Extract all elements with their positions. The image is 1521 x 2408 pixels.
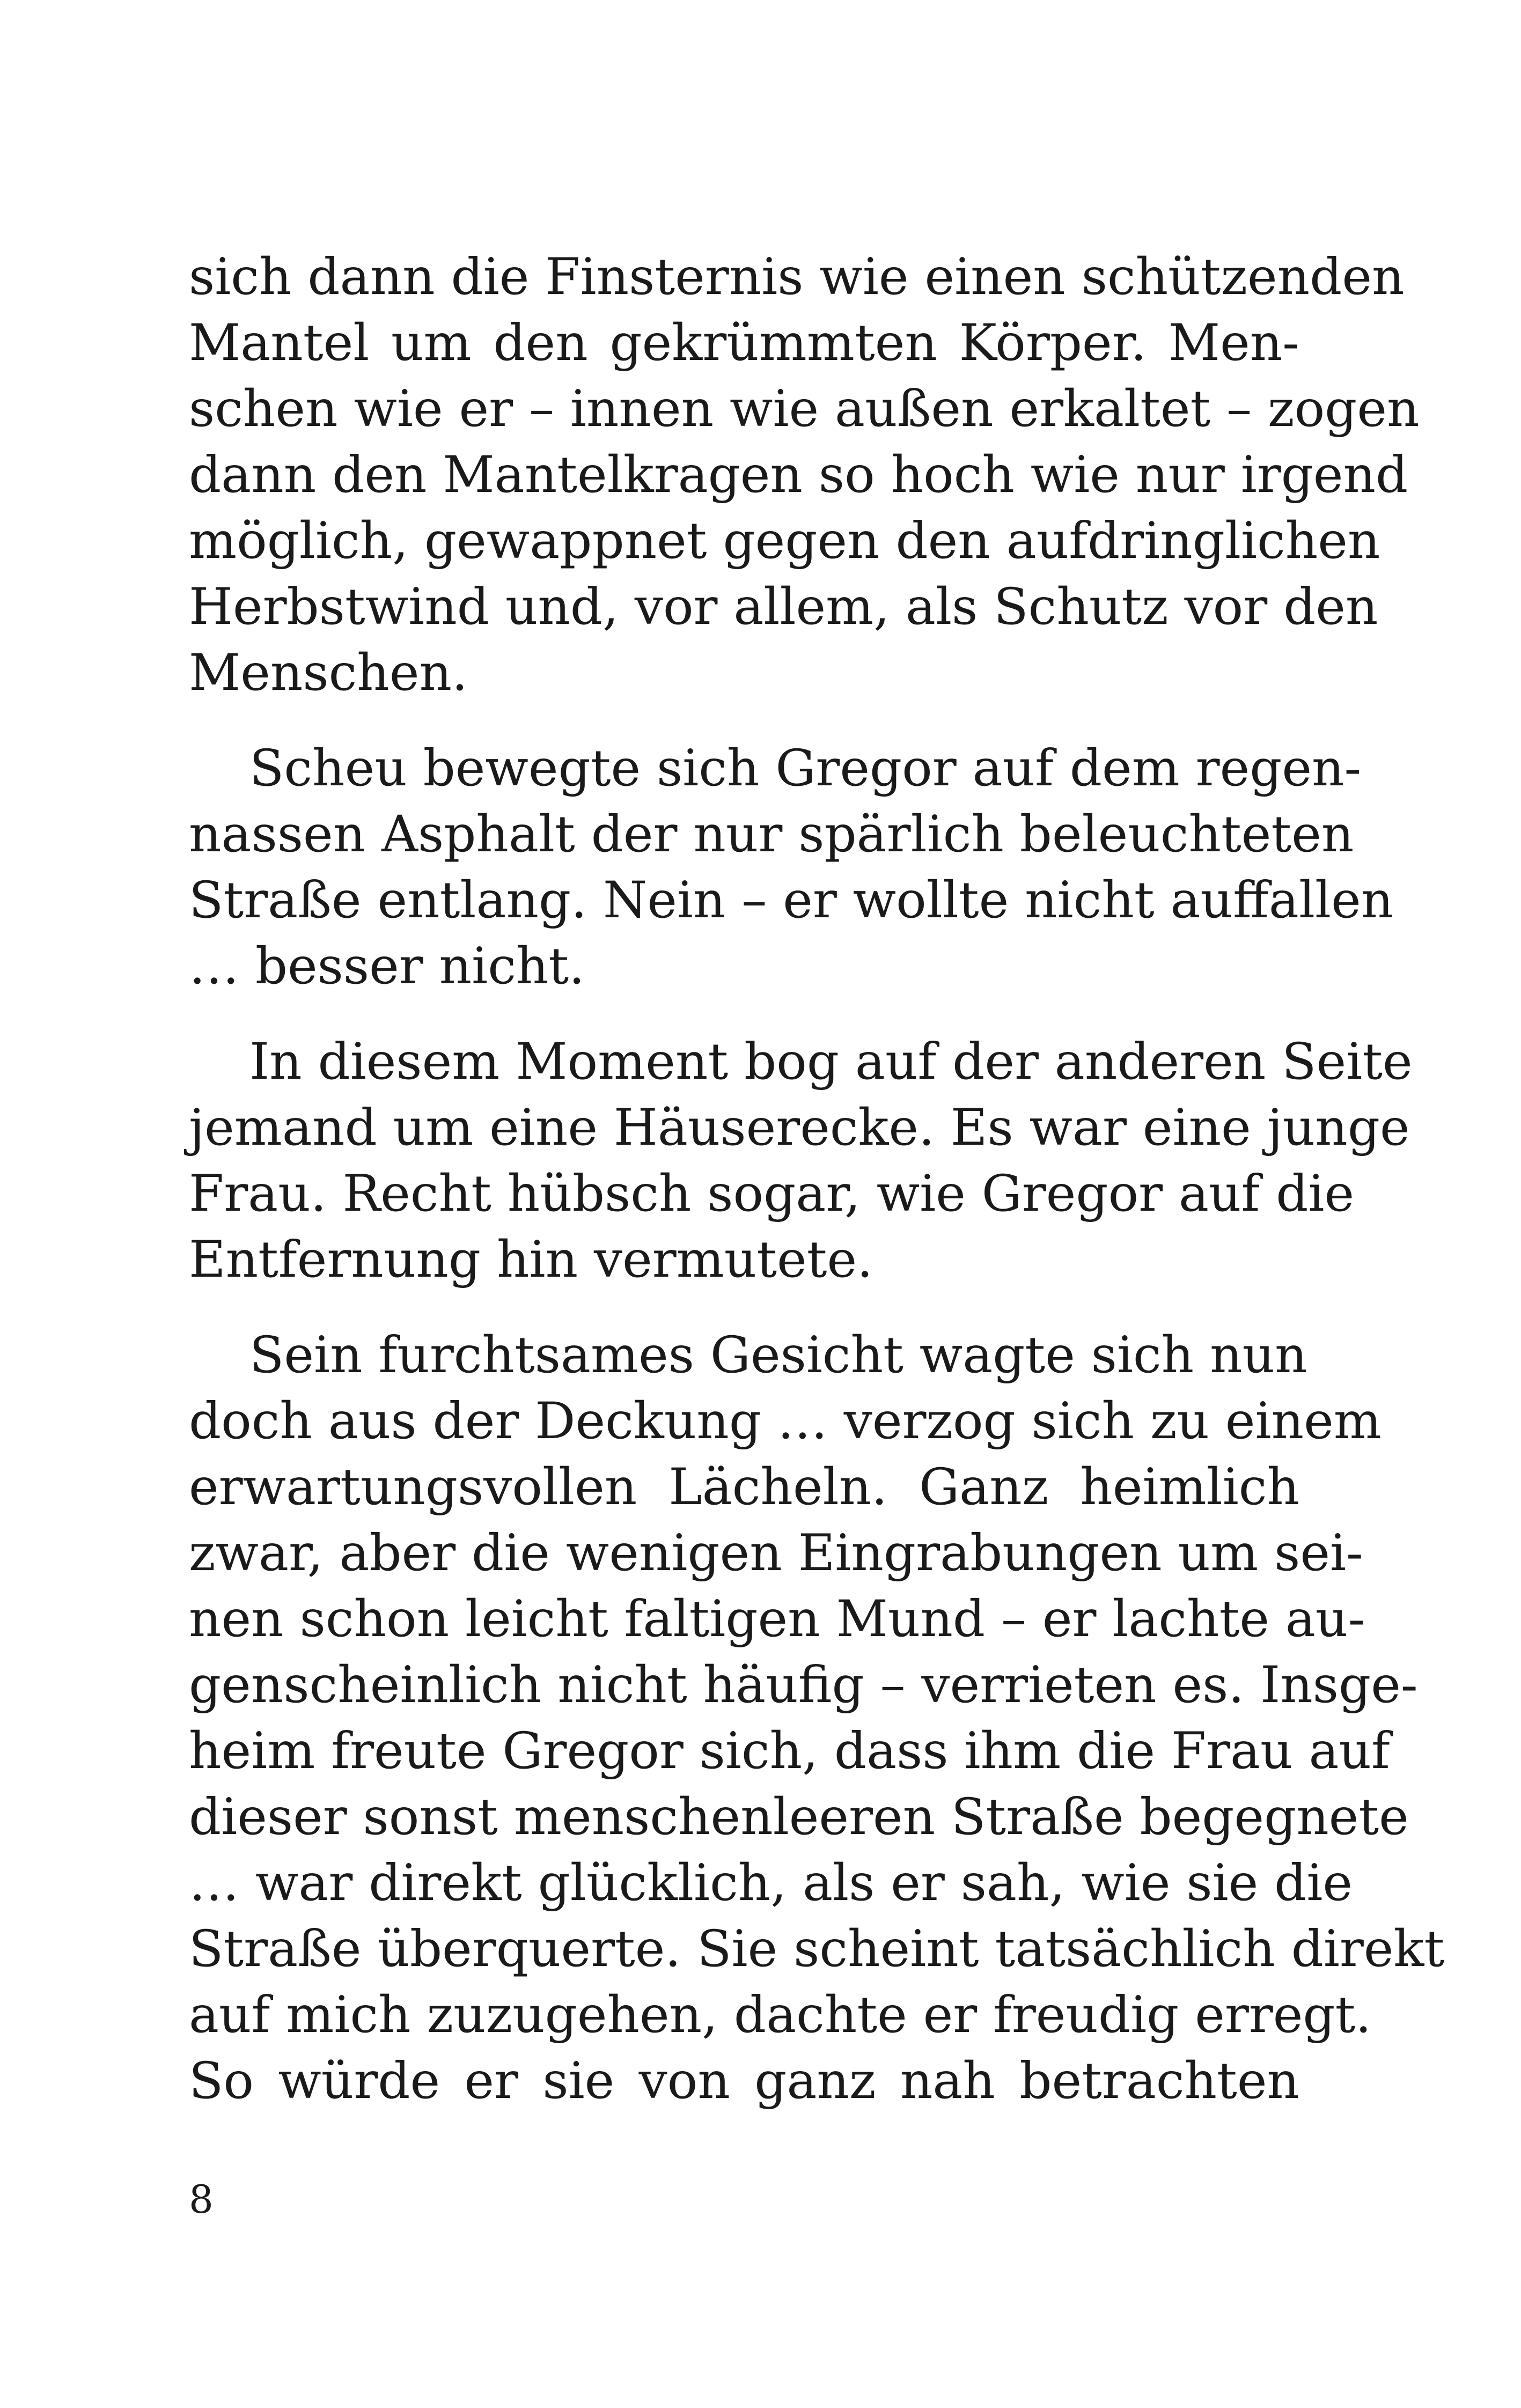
text-line: nen schon leicht faltigen Mund – er lachte au- xyxy=(189,1590,1365,1648)
text-line: In diesem Moment bog auf der anderen Seite xyxy=(249,1033,1413,1091)
text-line: Entfernung hin vermutete. xyxy=(189,1231,873,1289)
text-line: zwar, aber die wenigen Eingrabungen um sei- xyxy=(189,1524,1363,1582)
text-line: Menschen. xyxy=(189,644,468,702)
text-line: Sein furchtsames Gesicht wagte sich nun xyxy=(249,1326,1307,1385)
paragraph xyxy=(189,735,1394,999)
paragraph xyxy=(189,1029,1413,1293)
paragraph-gap xyxy=(189,1293,1299,1322)
text-line: möglich, gewappnet gegen den aufdringlichen xyxy=(189,512,1380,570)
text-line: dieser sonst menschenleeren Straße begegnete xyxy=(189,1788,1409,1846)
body-text xyxy=(189,244,1445,2114)
text-line: genscheinlich nicht häufig – verrieten es. Insge- xyxy=(189,1656,1418,1714)
text-line: Scheu bewegte sich Gregor auf dem regen- xyxy=(249,739,1362,798)
text-line: … besser nicht. xyxy=(189,937,585,996)
text-line: Herbstwind und, vor allem, als Schutz vor den xyxy=(189,578,1378,636)
page-number: 8 xyxy=(189,2177,214,2222)
text-line: heim freute Gregor sich, dass ihm die Frau auf xyxy=(189,1722,1390,1780)
paragraph-gap xyxy=(189,706,1299,735)
text-line: schen wie er – innen wie außen erkaltet – zogen xyxy=(189,380,1420,438)
text-line: nassen Asphalt der nur spärlich beleuchteten xyxy=(189,805,1354,864)
text-line: dann den Mantelkragen so hoch wie nur irgend xyxy=(189,446,1408,504)
text-line: doch aus der Deckung … verzog sich zu einem xyxy=(189,1392,1382,1450)
text-line: jemand um eine Häuserecke. Es war eine junge xyxy=(189,1099,1410,1157)
text-line: auf mich zuzugehen, dachte er freudig erregt. xyxy=(189,1986,1372,2044)
text-line: … war direkt glücklich, als er sah, wie sie die xyxy=(189,1854,1353,1912)
text-line: sich dann die Finsternis wie einen schützenden xyxy=(189,248,1405,306)
paragraph xyxy=(189,244,1420,706)
text-line: So würde er sie von ganz nah betrachten xyxy=(189,2052,1299,2110)
text-line: Straße entlang. Nein – er wollte nicht auffallen xyxy=(189,871,1394,930)
text-line: Mantel um den gekrümmten Körper. Men- xyxy=(189,314,1299,372)
text-line: Straße überquerte. Sie scheint tatsächlich direkt xyxy=(189,1920,1445,1978)
paragraph-gap xyxy=(189,999,1299,1029)
paragraph xyxy=(189,1322,1445,2114)
text-line: Frau. Recht hübsch sogar, wie Gregor auf die xyxy=(189,1165,1355,1223)
text-line: erwartungsvollen Lächeln. Ganz heimlich xyxy=(189,1458,1299,1516)
